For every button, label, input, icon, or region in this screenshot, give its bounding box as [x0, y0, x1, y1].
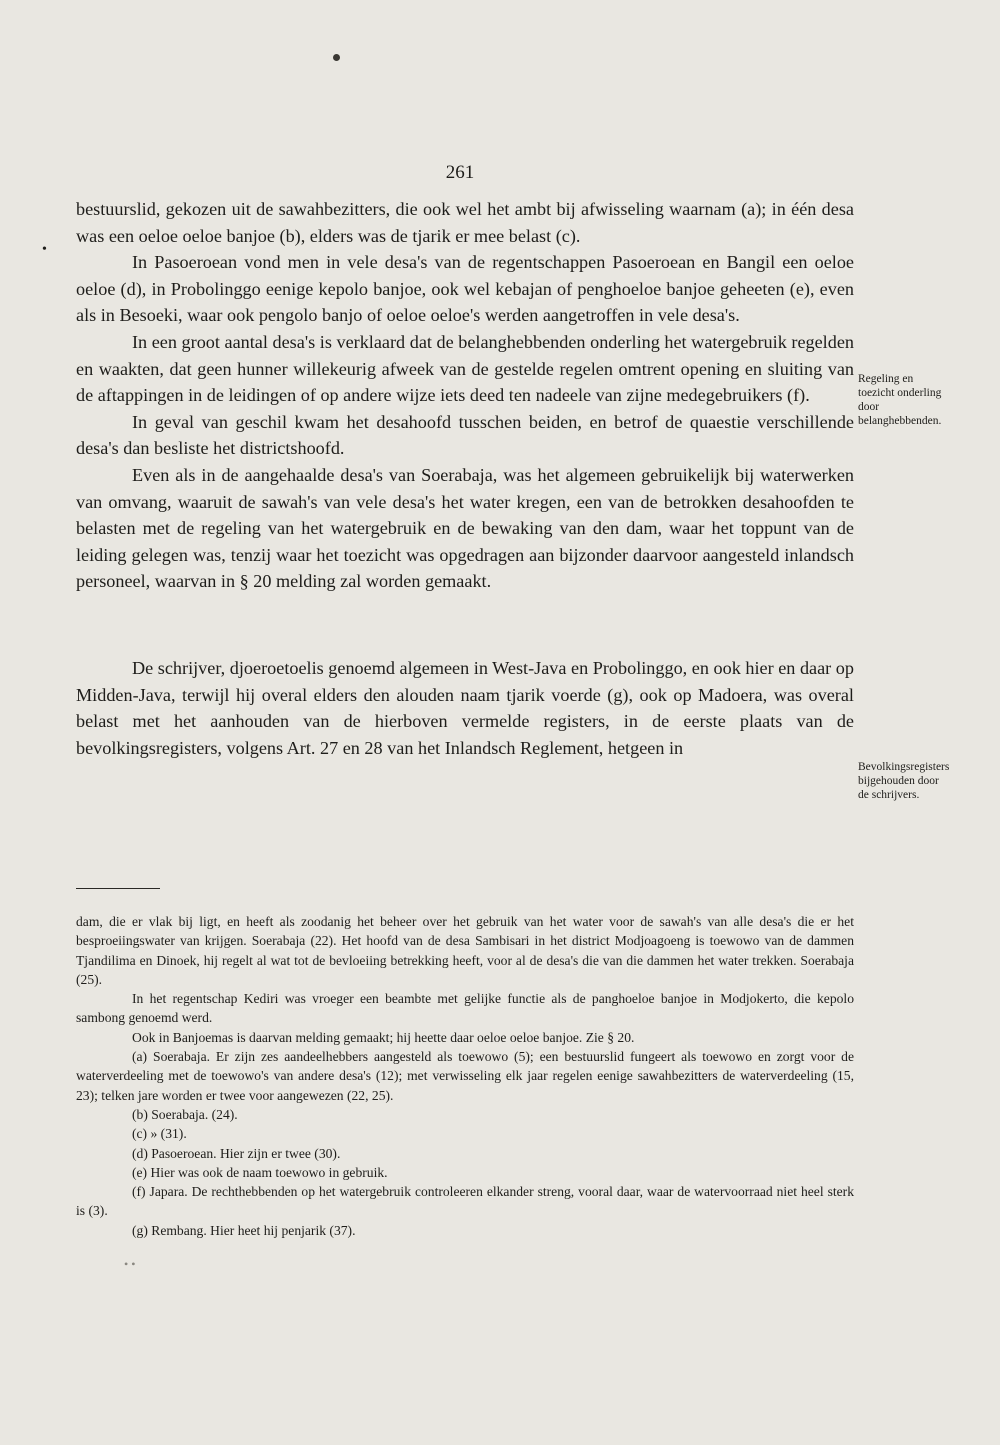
- footnotes: [76, 912, 854, 1240]
- paragraph-4: In geval van geschil kwam het desahoofd tusschen beiden, en betrof de quaestie verschillende desa's dan besliste het districtshoofd.: [76, 411, 854, 459]
- paragraph-6: De schrijver, djoeroetoelis genoemd algemeen in West-Java en Probolinggo, en ook hier en daar op Midden-Java, terwijl hij overal elders den alouden naam tjarik voerde (g), ook op Madoera, was overal belast met het aanhouden van de hierboven vermelde registers, in de eerste plaats van de bevolkingsregisters, volgens Art. 27 en 28 van het Inlandsch Reglement, hetgeen in: [76, 657, 854, 758]
- page-number: 261: [445, 162, 475, 183]
- margin-mark: •: [42, 242, 47, 257]
- margin-note-regeling: Regeling en toezicht onderling door belanghebbenden.: [858, 373, 942, 427]
- footnote-b: (b) Soerabaja. (24).: [132, 1106, 238, 1122]
- footnote-f: (f) Japara. De rechthebbenden op het watergebruik controleeren elkander streng, vooral daar, waar de watervoorraad niet heel sterk is (3).: [76, 1184, 854, 1219]
- footnote-c: (c) » (31).: [132, 1126, 187, 1142]
- margin-note-bevolkingsregisters: Bevolkingsregisters bijgehouden door de schrijvers.: [858, 761, 950, 801]
- footnote-g: (g) Rembang. Hier heet hij penjarik (37).: [132, 1222, 356, 1238]
- ink-blot: [333, 54, 340, 61]
- footnote-banjoemas: Ook in Banjoemas is daarvan melding gemaakt; hij heette daar oeloe oeloe banjoe. Zie § 20.: [132, 1029, 635, 1045]
- footnote-d: (d) Pasoeroean. Hier zijn er twee (30).: [132, 1145, 341, 1161]
- paragraph-1: bestuurslid, gekozen uit de sawahbezitters, die ook wel het ambt bij afwisseling waarnam (a); in één desa was een oeloe oeloe banjoe (b), elders was de tjarik er mee belast (c).: [76, 199, 854, 246]
- paragraph-2: In Pasoeroean vond men in vele desa's van de regentschappen Pasoeroean en Bangil een oeloe oeloe (d), in Probolinggo eenige kepolo banjoe, ook wel kebajan of penghoeloe banjoe geheeten (e), even als in Besoeki, waar ook pengolo banjo of oeloe oeloe's werden aangetroffen in vele desa's.: [76, 252, 854, 326]
- paragraph-5: Even als in de aangehaalde desa's van Soerabaja, was het algemeen gebruikelijk bij waterwerken van omvang, waaruit de sawah's van vele desa's het water kregen, een van de betrokken desahoofden te belasten met de regeling van het watergebruik en de bewaking van den dam, waar het toppunt van de leiding gelegen was, tenzij waar het toezicht was opgedragen aan bijzonder daarvoor aangesteld inlandsch personeel, waarvan in § 20 melding zal worden gemaakt.: [76, 464, 854, 592]
- paragraph-3: In een groot aantal desa's is verklaard dat de belanghebbenden onderling het watergebruik regelden en waakten, dat geen hunner willekeurig afweek van de gestelde regelen omtrent opening en sluiting van de aftappingen in de leidingen of op andere wijze iets deed ten nadeele van zijne medegebruikers (f).: [76, 331, 854, 406]
- main-text: [76, 196, 854, 761]
- footnote-continued: dam, die er vlak bij ligt, en heeft als zoodanig het beheer over het gebruik van het water voor de sawah's van alle desa's die er het besproeiingswater van krijgen. Soerabaja (22). Het hoofd van de desa Sambisari in het district Modjoagoeng is toewowo van de dammen Tjandilima en Dinoek, hij regelt al wat tot de bevloeiing betrekking heeft, voor al de desa's die van die dammen het water trekken. Soerabaja (25).: [76, 914, 854, 987]
- footnote-kediri: In het regentschap Kediri was vroeger een beambte met gelijke functie als de panghoeloe banjoe in Modjokerto, die kepolo sambong genoemd werd.: [76, 991, 854, 1026]
- footnote-a: (a) Soerabaja. Er zijn zes aandeelhebbers aangesteld als toewowo (5); een bestuurslid fungeert als toewowo en zorgt voor de waterverdeeling met de toewowo's van andere desa's (12); met verwisseling elk jaar regelen eenige sawahbezitters de waterverdeeling (15, 23); telken jare worden er twee voor aangewezen (22, 25).: [76, 1049, 854, 1103]
- faint-marks: • •: [124, 1257, 136, 1271]
- footnote-e: (e) Hier was ook de naam toewowo in gebruik.: [132, 1164, 388, 1180]
- footnote-divider: [76, 888, 160, 889]
